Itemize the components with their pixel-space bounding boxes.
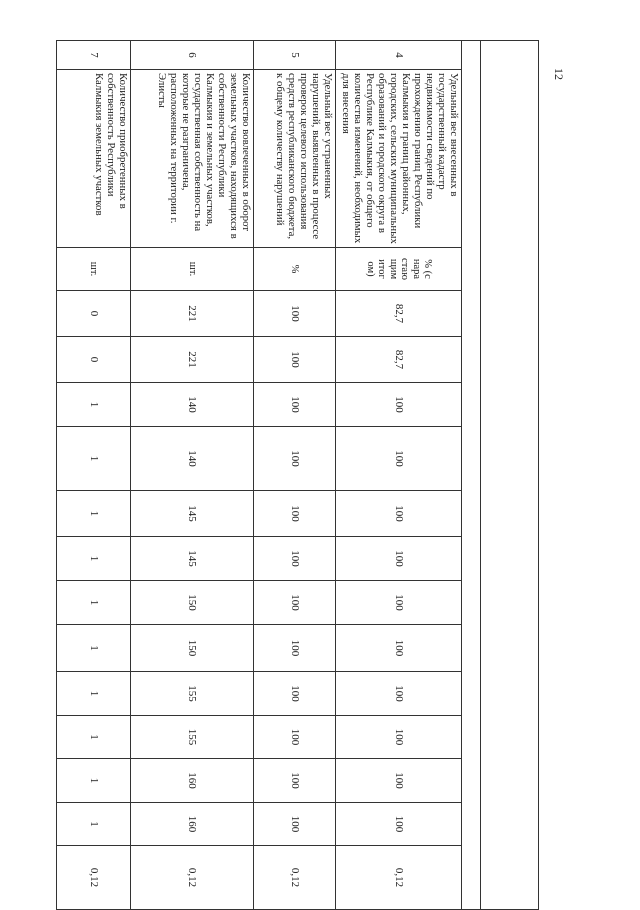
unit-cell: шт.	[57, 248, 131, 291]
value-cell: 100	[335, 625, 461, 672]
value-cell: 100	[335, 491, 461, 537]
value-cell: 100	[253, 537, 335, 581]
value-cell: 160	[130, 803, 253, 846]
row-number: 7	[57, 41, 131, 70]
value-cell: 0	[57, 337, 131, 383]
value-cell: 0	[57, 291, 131, 337]
value-cell: 100	[253, 427, 335, 491]
table-row	[57, 41, 131, 910]
value-cell: 100	[335, 581, 461, 625]
value-cell: 100	[253, 581, 335, 625]
value-cell: 100	[253, 716, 335, 759]
value-cell: 100	[335, 672, 461, 716]
indicators-table	[56, 40, 539, 910]
value-cell: 100	[253, 337, 335, 383]
value-cell: 140	[130, 427, 253, 491]
header-blank-row	[480, 41, 538, 910]
value-cell: 100	[253, 491, 335, 537]
value-cell: 155	[130, 672, 253, 716]
value-cell: 1	[57, 383, 131, 427]
weight-cell: 0,12	[57, 846, 131, 910]
value-cell: 82,7	[335, 337, 461, 383]
value-cell: 100	[253, 291, 335, 337]
page-number: 12	[552, 68, 566, 80]
value-cell: 145	[130, 537, 253, 581]
weight-cell: 0,12	[335, 846, 461, 910]
value-cell: 1	[57, 716, 131, 759]
value-cell: 140	[130, 383, 253, 427]
value-cell: 150	[130, 625, 253, 672]
unit-cell: % (с нара стаю щим итог ом)	[335, 248, 461, 291]
row-number: 4	[335, 41, 461, 70]
value-cell: 100	[253, 383, 335, 427]
unit-cell: шт.	[130, 248, 253, 291]
value-cell: 221	[130, 291, 253, 337]
value-cell: 145	[130, 491, 253, 537]
value-cell: 100	[253, 803, 335, 846]
rotated-table-container	[56, 40, 539, 895]
value-cell: 1	[57, 672, 131, 716]
value-cell: 1	[57, 537, 131, 581]
weight-cell: 0,12	[130, 846, 253, 910]
indicator-name: Количество приобретенных в собственность Республики Калмыкия земельных участков	[57, 70, 131, 248]
value-cell: 150	[130, 581, 253, 625]
value-cell: 100	[335, 427, 461, 491]
unit-cell: %	[253, 248, 335, 291]
value-cell: 82,7	[335, 291, 461, 337]
value-cell: 100	[335, 383, 461, 427]
table-row	[335, 41, 461, 910]
weight-cell: 0,12	[253, 846, 335, 910]
indicator-name: Количество вовлеченных в оборот земельных участков, находящихся в собственности Республики Калмыкия и земельных участков, государственная собственность на которые не разграничена, расположенных на территории г. Элисты	[130, 70, 253, 248]
value-cell: 1	[57, 581, 131, 625]
value-cell: 1	[57, 491, 131, 537]
value-cell: 100	[253, 625, 335, 672]
value-cell: 100	[335, 716, 461, 759]
value-cell: 100	[253, 672, 335, 716]
value-cell: 100	[335, 537, 461, 581]
table-row	[130, 41, 253, 910]
value-cell: 155	[130, 716, 253, 759]
value-cell: 1	[57, 759, 131, 803]
row-number: 6	[130, 41, 253, 70]
value-cell: 100	[335, 803, 461, 846]
value-cell: 221	[130, 337, 253, 383]
indicator-name: Удельный вес внесенных в государственный кадастр недвижимости сведений по прохождению границ Республики Калмыкия и границ районных, городских, сельских муниципальных образований и городского округа в Республике Калмыкия, от общего количества изменений, необходимых для внесения	[335, 70, 461, 248]
value-cell: 100	[335, 759, 461, 803]
value-cell: 1	[57, 803, 131, 846]
row-number: 5	[253, 41, 335, 70]
value-cell: 100	[253, 759, 335, 803]
table-row	[253, 41, 335, 910]
value-cell: 1	[57, 625, 131, 672]
indicator-name: Удельный вес устраненных нарушений, выявленных в процессе проверок целевого использования средств республиканского бюджета, к общему количеству нарушений	[253, 70, 335, 248]
value-cell: 1	[57, 427, 131, 491]
value-cell: 160	[130, 759, 253, 803]
header-blank-row	[462, 41, 480, 910]
